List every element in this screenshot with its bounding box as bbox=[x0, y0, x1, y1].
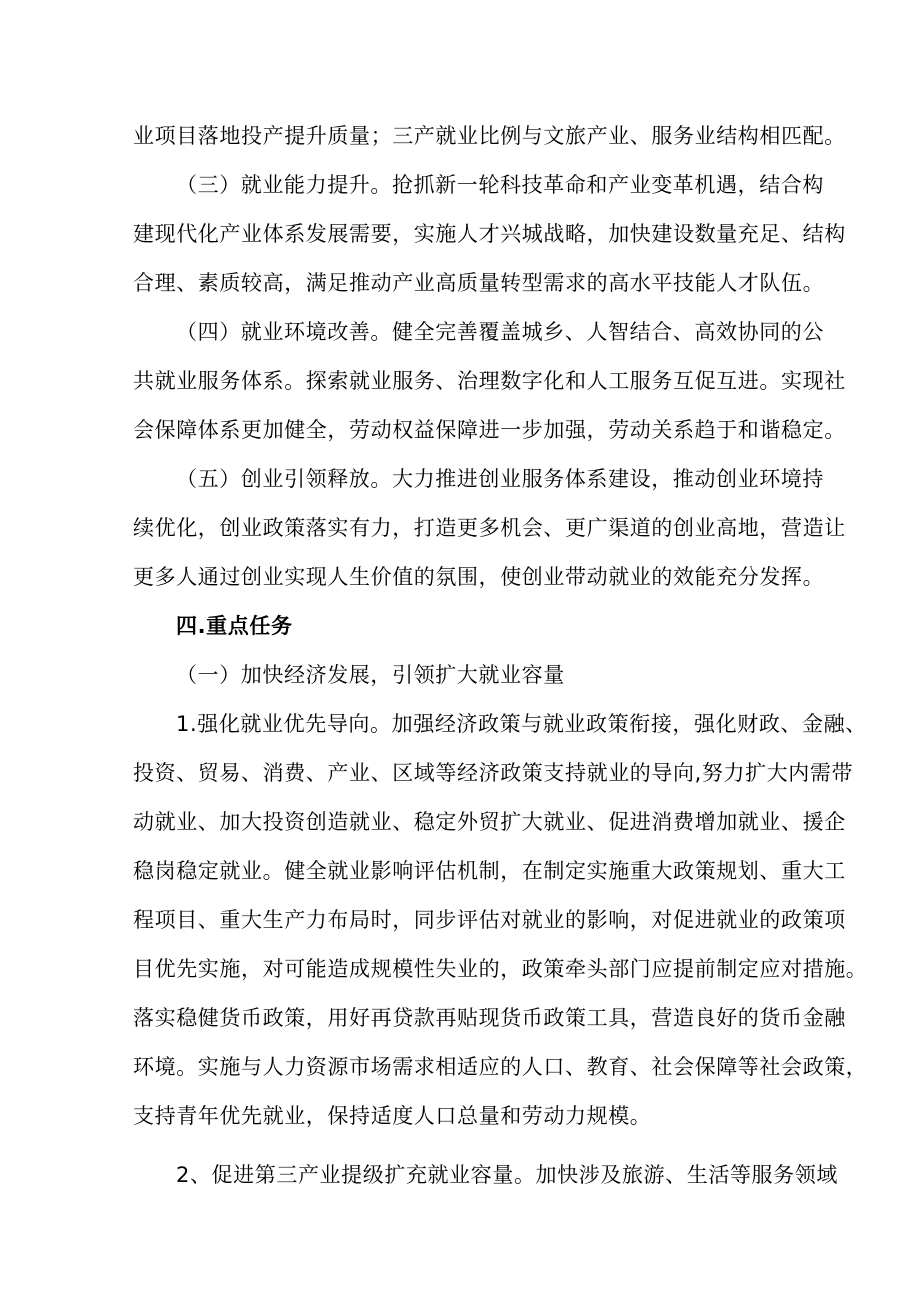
paragraph-line: 会保障体系更加健全，劳动权益保障进一步加强，劳动关系趋于和谐稳定。 bbox=[133, 418, 846, 442]
paragraph-line: 投资、贸易、消费、产业、区域等经济政策支持就业的导向,努力扩大内需带 bbox=[133, 761, 854, 785]
paragraph-line: 动就业、加大投资创造就业、稳定外贸扩大就业、促进消费增加就业、援企 bbox=[133, 810, 846, 834]
paragraph-line: （三）就业能力提升。抢抓新一轮科技革命和产业变革机遇，结合构 bbox=[176, 173, 824, 197]
paragraph-line: （四）就业环境改善。健全完善覆盖城乡、人智结合、高效协同的公 bbox=[176, 320, 824, 344]
paragraph-line: 目优先实施，对可能造成规模性失业的，政策牵头部门应提前制定应对措施。 bbox=[133, 957, 868, 981]
paragraph-line: 程项目、重大生产力布局时，同步评估对就业的影响，对促进就业的政策项 bbox=[133, 908, 846, 932]
paragraph-line: （五）创业引领释放。大力推进创业服务体系建设，推动创业环境持 bbox=[176, 467, 824, 491]
section-heading: 四.重点任务 bbox=[176, 614, 293, 638]
paragraph-line: 合理、素质较高，满足推动产业高质量转型需求的高水平技能人才队伍。 bbox=[133, 271, 825, 295]
paragraph-line: 更多人通过创业实现人生价值的氛围，使创业带动就业的效能充分发挥。 bbox=[133, 565, 825, 589]
subsection-heading: （一）加快经济发展，引领扩大就业容量 bbox=[176, 663, 565, 687]
paragraph-line: 落实稳健货币政策，用好再贷款再贴现货币政策工具，营造良好的货币金融 bbox=[133, 1006, 846, 1030]
paragraph-line: 续优化，创业政策落实有力，打造更多机会、更广渠道的创业高地，营造让 bbox=[133, 516, 846, 540]
paragraph-line: 环境。实施与人力资源市场需求相适应的人口、教育、社会保障等社会政策， bbox=[133, 1055, 868, 1079]
paragraph-line: 1.强化就业优先导向。加强经济政策与就业政策衔接，强化财政、金融、 bbox=[176, 712, 867, 736]
paragraph-line: 稳岗稳定就业。健全就业影响评估机制，在制定实施重大政策规划、重大工 bbox=[133, 859, 846, 883]
paragraph-line: 业项目落地投产提升质量；三产就业比例与文旅产业、服务业结构相匹配。 bbox=[133, 124, 846, 148]
paragraph-line: 2、促进第三产业提级扩充就业容量。加快涉及旅游、生活等服务领域 bbox=[176, 1163, 838, 1187]
paragraph-line: 共就业服务体系。探索就业服务、治理数字化和人工服务互促互进。实现社 bbox=[133, 369, 846, 393]
paragraph-line: 支持青年优先就业，保持适度人口总量和劳动力规模。 bbox=[133, 1104, 652, 1128]
paragraph-line: 建现代化产业体系发展需要，实施人才兴城战略，加快建设数量充足、结构 bbox=[133, 222, 846, 246]
